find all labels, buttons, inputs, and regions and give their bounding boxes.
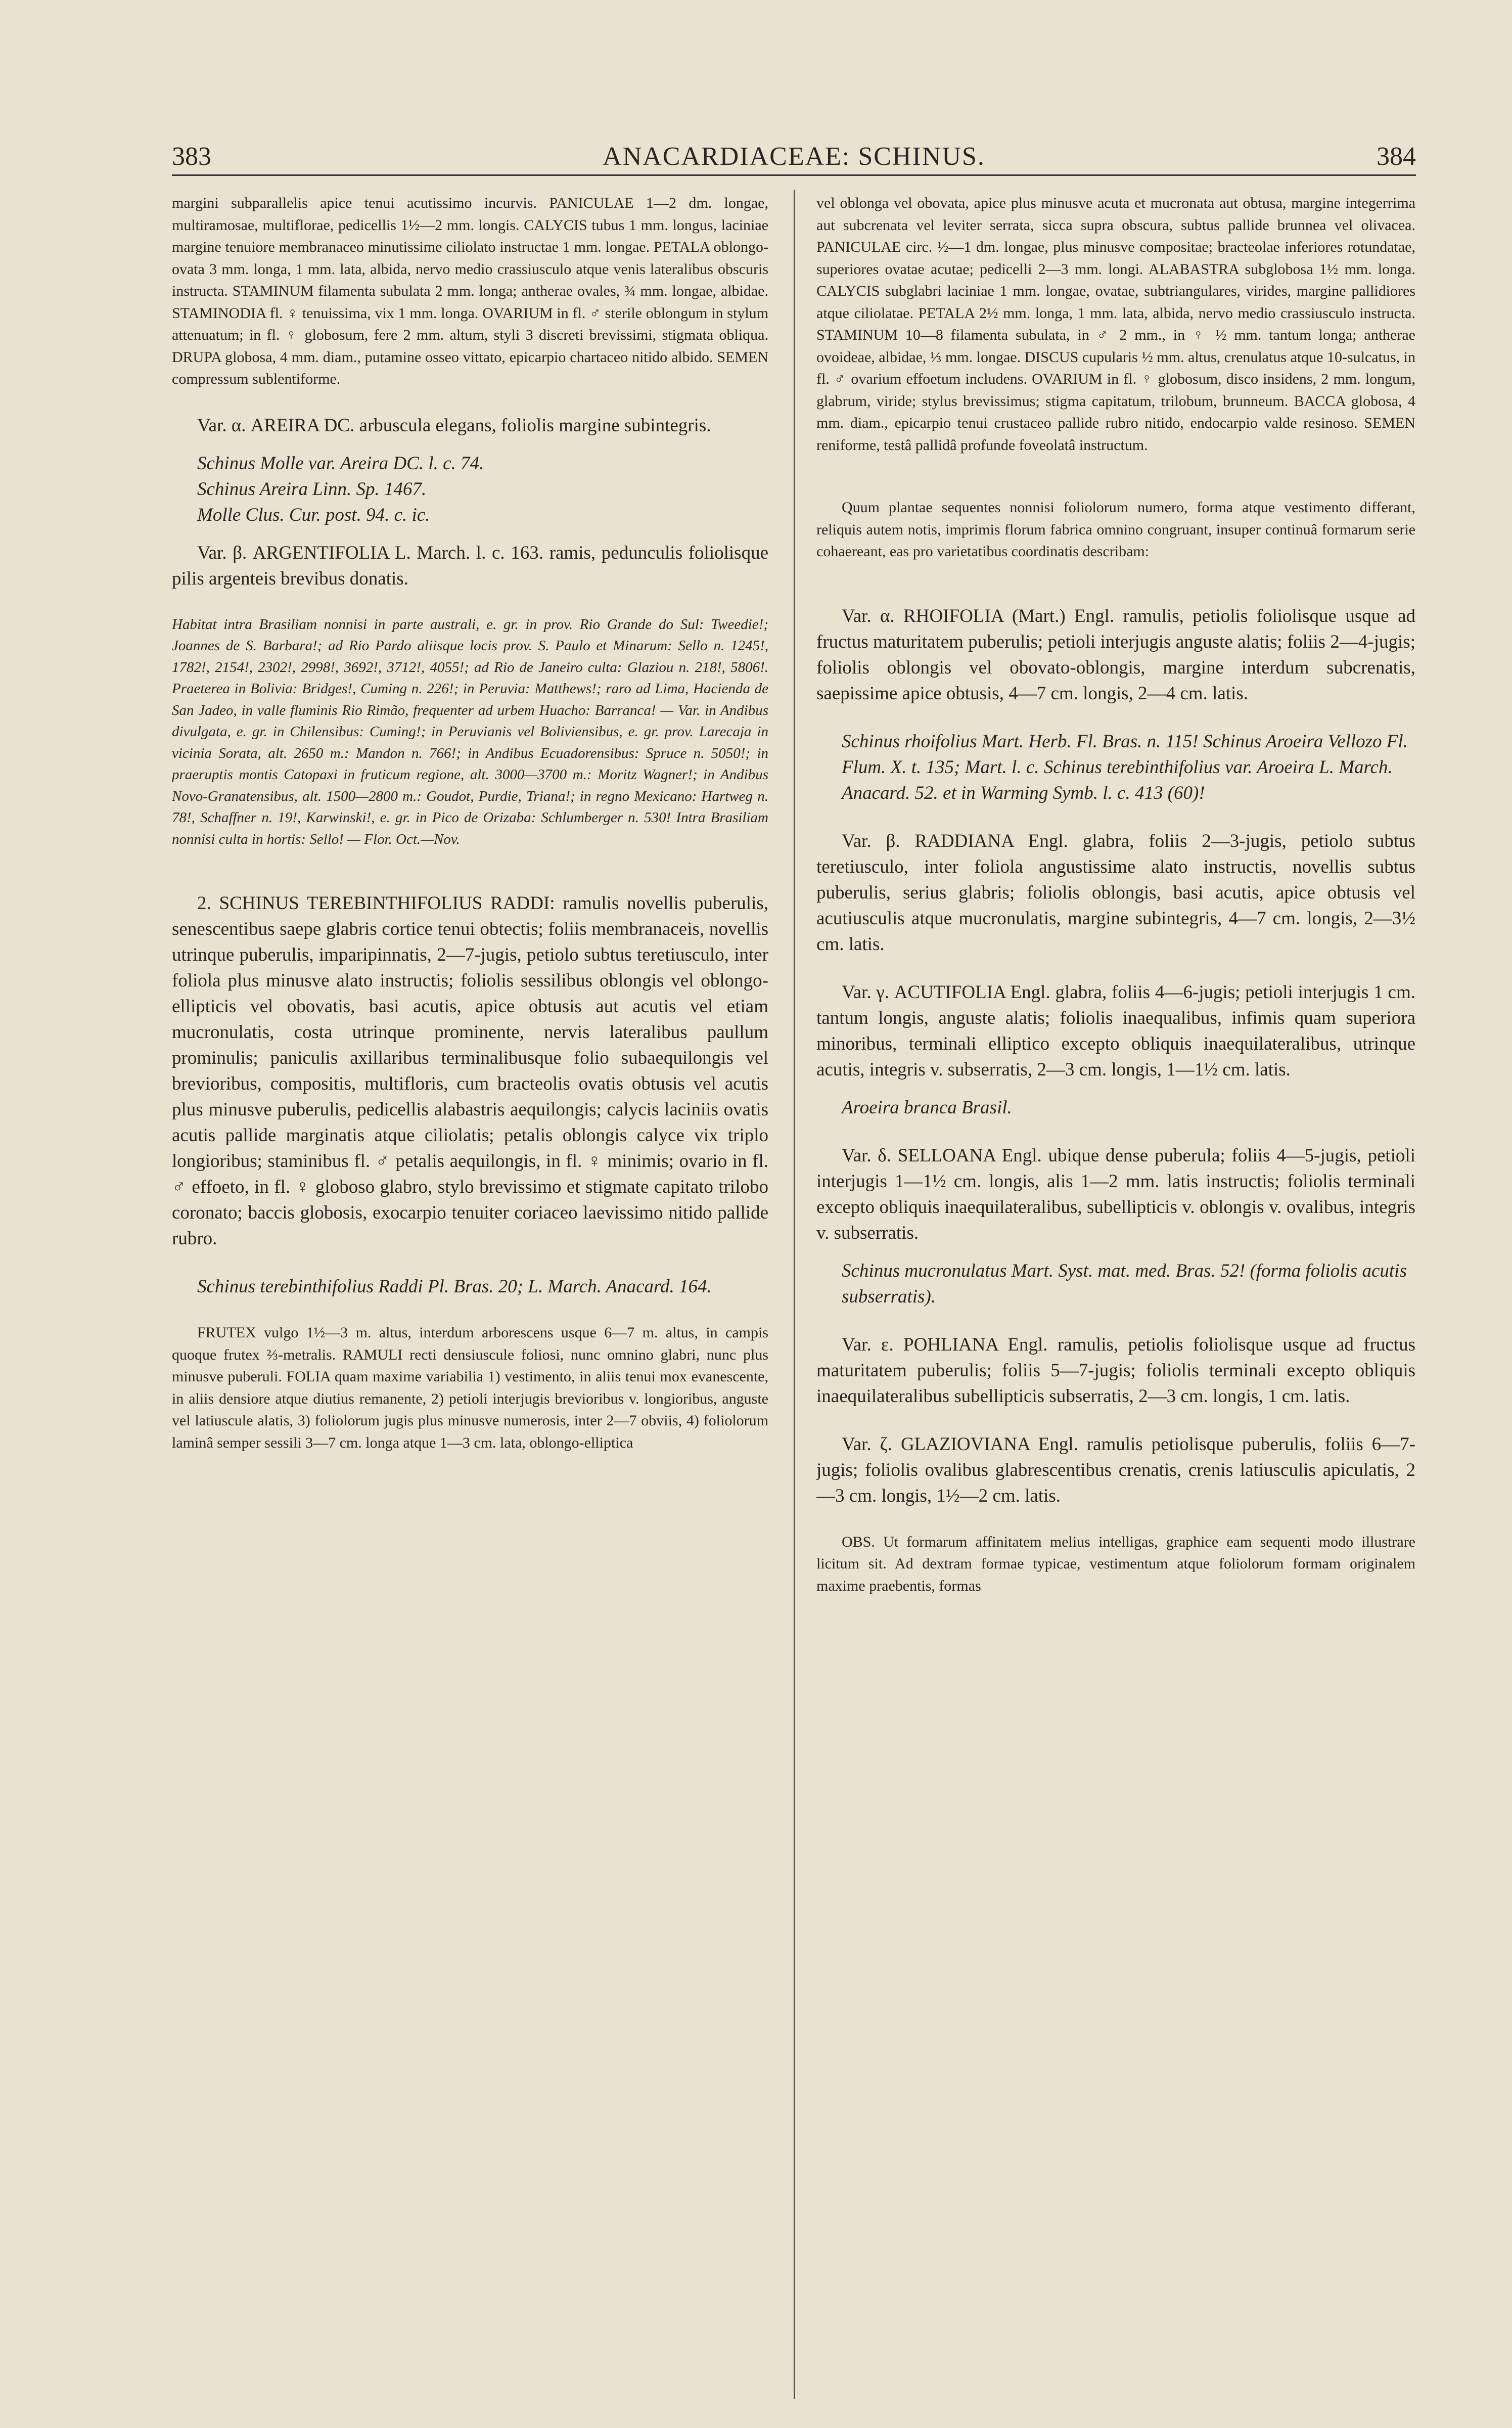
variety-acutifolia: Var. γ. ACUTIFOLIA Engl. glabra, foliis 4—6-jugis; petioli interjugis 1 cm. tantum longis, anguste alatis; foliolis inaequalibus, infimis quam superiora minoribus, terminali elliptico excepto obliquis inaequilateralibus, utrinque acutis, integris v. subserratis, 2—3 cm. longis, 1—1½ cm. latis. xyxy=(816,981,1415,1080)
running-title: ANACARDIACEAE: SCHINUS. xyxy=(603,142,985,171)
variety-rhoifolia: Var. α. RHOIFOLIA (Mart.) Engl. ramulis, petiolis foliolisque usque ad fructus maturitatem puberulis; petioli interjugis anguste alatis; foliis 2—4-jugis; foliolis oblongis vel obovato-oblongis, margine interdum subcrenatis, saepissime apice obtusis, 4—7 cm. longis, 2—4 cm. latis. xyxy=(816,605,1415,704)
left-column xyxy=(172,192,768,2397)
frutex-description: FRUTEX vulgo 1½—3 m. altus, interdum arborescens usque 6—7 m. altus, in campis quoque frutex ⅔-metralis. RAMULI recti densiuscule foliosi, nunc omnino glabri, nunc plus minusve puberuli. FOLIA quam maxime variabilia 1) vestimento, in aliis tenui mox evanescente, in aliis densiore atque diutius remanente, 2) petioli interjugis brevioribus v. longioribus, anguste vel latiuscule alatis, 3) foliolorum jugis plus minusve numerosis, inter 2—7 obviis, 4) foliolorum laminâ semper sessili 3—7 cm. longa atque 1—3 cm. lata, oblongo-elliptica xyxy=(172,1324,768,1451)
synonym-citation: Schinus rhoifolius Mart. Herb. Fl. Bras. n. 115! Schinus Aroeira Vellozo Fl. Flum. X. t. 135; Mart. l. c. Schinus terebinthifolius var. Aroeira L. March. Anacard. 52. et in Warming Symb. l. c. 413 (60)! xyxy=(842,731,1408,803)
variety-selloana: Var. δ. SELLOANA Engl. ubique dense puberula; foliis 4—5-jugis, petioli interjugis 1—1½ cm. longis, alis 1—2 mm. latis instructis; foliolis terminali excepto obliquis inaequilateralibus, subellipticis v. oblongis v. ovalibus, integris v. subserratis. xyxy=(816,1145,1415,1243)
variety-glazioviana: Var. ζ. GLAZIOVIANA Engl. ramulis petiolisque puberulis, foliis 6—7-jugis; foliolis ovalibus glabrescentibus crenatis, crenis latiusculis apiculatis, 2—3 cm. longis, 1½—2 cm. latis. xyxy=(816,1433,1415,1506)
description-continued: vel oblonga vel obovata, apice plus minusve acuta et mucronata aut obtusa, margine integerrima aut subcrenata vel leviter serrata, sicca supra obscura, subtus pallide brunnea vel olivacea. PANICULAE circ. ½—1 dm. longae, plus minusve compositae; bracteolae inferiores rotundatae, superiores ovatae acutae; pedicelli 2—3 mm. longi. ALABASTRA subglobosa 1½ mm. longa. CALYCIS subglabri laciniae 1 mm. longae, ovatae, subtriangulares, virides, margine pallidiores atque ciliolatae. PETALA 2½ mm. longa, 1 mm. lata, albida, nervo medio crassiusculo instructa. STAMINUM 10—8 filamenta subulata, in ♂ 2 mm., in ♀ ½ mm. tantum longa; antherae ovoideae, albidae, ⅓ mm. longae. DISCUS cupularis ½ mm. altus, crenulatus atque 10-sulcatus, in fl. ♂ ovarium effoetum includens. OVARIUM in fl. ♀ globosum, disco insidens, 2 mm. longum, glabrum, viride; stylus brevissimus; stigma capitatum, trilobum, brunneum. BACCA globosa, 4 mm. diam., epicarpio tenui crustaceo pallide rubro nitido, endocarpio valde resinoso. SEMEN reniforme, testâ pallidâ profunde foveolatâ instructum. xyxy=(816,195,1415,454)
right-column xyxy=(816,192,1415,2397)
synonym-citation: Schinus Areira Linn. Sp. 1467. xyxy=(197,478,427,500)
synonym-citation: Schinus mucronulatus Mart. Syst. mat. med. Bras. 52! (forma foliolis acutis subserratis). xyxy=(842,1260,1407,1307)
page-number-left: 383 xyxy=(172,142,211,171)
synonym-citation: Molle Clus. Cur. post. 94. c. ic. xyxy=(197,504,430,525)
description-continued: margini subparallelis apice tenui acutissimo incurvis. PANICULAE 1—2 dm. longae, multiramosae, multiflorae, pedicellis 1½—2 mm. longis. CALYCIS tubus 1 mm. longus, laciniae margine tenuiore membranaceo minutissime ciliolato instructae 1 mm. longae. PETALA oblongo-ovata 3 mm. longa, 1 mm. lata, albida, nervo medio crassiusculo atque venis lateralibus obscuris instructa. STAMINUM filamenta subulata 2 mm. longa; antherae ovales, ¾ mm. longae, albidae. STAMINODIA fl. ♀ tenuissima, vix 1 mm. longa. OVARIUM in fl. ♂ sterile oblongum in stylum attenuatum; in fl. ♀ globosum, fere 2 mm. altum, styli 3 discreti brevissimi, stigmata obliqua. DRUPA globosa, 4 mm. diam., putamine osseo vittato, epicarpio chartaceo nitido albido. SEMEN compressum sublentiforme. xyxy=(172,195,768,387)
vernacular-name: Aroeira branca Brasil. xyxy=(842,1097,1012,1118)
varieties-note: Quum plantae sequentes nonnisi foliolorum numero, forma atque vestimento differant, reliquis autem notis, imprimis florum fabrica omnino congruant, insuper continuâ formarum serie cohaereant, eas pro varietatibus coordinatis describam: xyxy=(816,499,1415,560)
species-citation: Schinus terebinthifolius Raddi Pl. Bras. 20; L. March. Anacard. 164. xyxy=(197,1276,712,1297)
column-divider xyxy=(794,190,795,2399)
variety-pohliana: Var. ε. POHLIANA Engl. ramulis, petiolis foliolisque usque ad fructus maturitatem puberulis; foliis 5—7-jugis; foliolis terminali excepto obliquis inaequilateralibus subellipticis subserratis, 2—3 cm. longis, 1 cm. latis. xyxy=(816,1334,1415,1407)
running-header xyxy=(172,137,1416,177)
variety-raddiana: Var. β. RADDIANA Engl. glabra, foliis 2—3-jugis, petiolo subtus teretiusculo, inter foliola angustissime alato instructis, novellis subtus puberulis, serius glabris; foliolis oblongis, basi acutis, apice obtusis vel acutiusculis atque mucronulatis, margine subintegris, 4—7 cm. longis, 2—3½ cm. latis. xyxy=(816,830,1415,955)
habitat-paragraph: Habitat intra Brasiliam nonnisi in parte australi, e. gr. in prov. Rio Grande do Sul: Tweedie!; Joannes de S. Barbara!; ad Rio Pardo aliisque locis prov. S. Paulo et Minarum: Sello n. 1245!, 1782!, 2154!, 2302!, 2998!, 3692!, 3712!, 4055!; ad Rio de Janeiro culta: Glaziou n. 218!, 5806!. Praeterea in Bolivia: Bridges!, Cuming n. 226!; in Peruvia: Matthews!; raro ad Lima, Hacienda de San Jadeo, in valle fluminis Rio Rimão, frequenter ad urbem Huacho: Barranca! — Var. in Andibus divulgata, e. gr. in Chilensibus: Cuming!; in Peruvianis vel Boliviensibus, e. gr. prov. Larecaja in vicinia Sorata, alt. 2650 m.: Mandon n. 766!; in Andibus Ecuadorensibus: Spruce n. 5050!; in praeruptis montis Catopaxi in fruticum regione, alt. 3000—3700 m.: Moritz Wagner!; in Andibus Novo-Granatensibus, alt. 1500—2800 m.: Goudot, Purdie, Triana!; in regno Mexicano: Hartweg n. 78!, Schaffner n. 19!, Karwinski!, e. gr. in Pico de Orizaba: Schlumberger n. 530! Intra Brasiliam nonnisi culta in hortis: Sello! — Flor. Oct.—Nov. xyxy=(172,616,768,847)
species-terebinthifolius: 2. SCHINUS TEREBINTHIFOLIUS RADDI: ramulis novellis puberulis, senescentibus saepe glabris cortice tenui obtectis; foliis membranaceis, novellis utrinque puberulis, imparipinnatis, 2—7-jugis, petiolo subtus teretiusculo, inter foliola plus minusve alato instructis; foliolis sessilibus oblongis vel oblongo-ellipticis vel obovatis, basi acutis, apice obtusis aut acutis vel etiam mucronulatis, costa utrinque prominente, nervis lateralibus paullum prominulis; paniculis axillaribus terminalibusque folio subaequilongis vel brevioribus, compositis, multifloris, cum bracteolis ovatis obtusis vel acutis plus minusve puberulis, pedicellis alabastris aequilongis; calycis laciniis ovatis acutis pallide marginatis atque ciliolatis; petalis oblongis calyce vix triplo longioribus; staminibus fl. ♂ petalis aequilongis, in fl. ♀ minimis; ovario in fl. ♂ effoeto, in fl. ♀ globoso glabro, stylo brevissimo et stigmate capitato trilobo coronato; baccis globosis, exocarpio tenuiter coriaceo laevissimo nitido pallide rubro. xyxy=(172,893,768,1249)
header-rule xyxy=(172,174,1416,176)
variety-argentifolia: Var. β. ARGENTIFOLIA L. March. l. c. 163. ramis, pedunculis foliolisque pilis argenteis brevibus donatis. xyxy=(172,542,768,589)
page-number-right: 384 xyxy=(1377,142,1416,171)
variety-areira: Var. α. AREIRA DC. arbuscula elegans, foliolis margine subintegris. xyxy=(197,415,711,436)
observation-note: OBS. Ut formarum affinitatem melius intelligas, graphice eam sequenti modo illustrare licitum sit. Ad dextram formae typicae, vestimentum atque foliolorum formam originalem maxime praebentis, formas xyxy=(816,1533,1415,1594)
synonym-citation: Schinus Molle var. Areira DC. l. c. 74. xyxy=(197,453,484,474)
